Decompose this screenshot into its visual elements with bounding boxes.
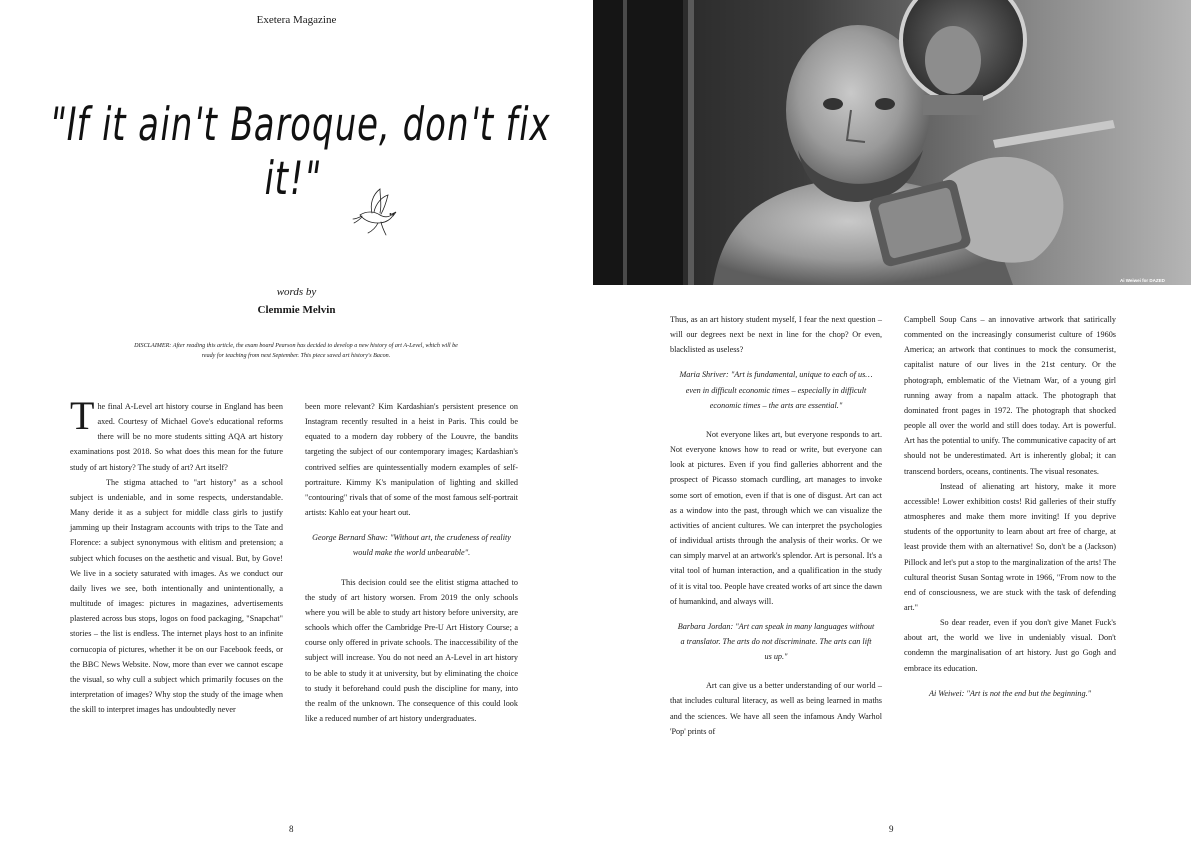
paragraph: The stigma attached to "art history" as a school subject is undeniable, and in some respects, understandable. Many deride it as a subject for middle class girls to justify jamming up their Instagram accounts with trips to the Tate and Florence: a subject synonymous with elitism and pretension; a subject which focuses on the aesthetic and visual. But, by Gove! We live in a society saturated with images. As we conduct our daily lives we see, both intentionally and unintentionally, a multitude of images: pictures in magazines, advertisements plastered across bus stops, logos on food packaging, "Snapchat" stories – the list is endless. The internet plays host to an infinite cornucopia of pictures, whether it be on our Facebook feeds, or the BBC News Website. Now, more than ever we cannot escape the visual, so why cull a subject which primarily focuses on the interpretation of images? Why stop the study of the image when the skill to interpret images has undoubtedly never bbox=[70, 477, 283, 715]
disclaimer: DISCLAIMER: After reading this article, the exam board Pearson has decided to develop a new history of art A-Level, which will be ready for teaching from next September. This piece saved art history's Bacon. bbox=[134, 343, 458, 359]
paragraph: This decision could see the elitist stigma attached to the study of art history worsen. From 2019 the only schools where you will be able to study art history before university, are schools which offer the Cambridge Pre-U Art History Course; a course only offered in private schools. The inaccessibility of the subject will increase. You do not need an A-Level in art history to be able to study it at university, but by eliminating the choice to study it beforehand could push the discipline for many, into the realm of the unknown. The consequence of this could look like a reduced number of art history undergraduates. bbox=[305, 577, 518, 723]
left-column-1 bbox=[70, 393, 283, 717]
paragraph: The final A-Level art history course in England has been axed. Courtesy of Michael Gove's educational reforms there will be no more students sitting AQA art history examinations post 2018. So what does this mean for the future study of art history? The study of art? Art itself? bbox=[70, 393, 283, 472]
right-column-1 bbox=[670, 312, 882, 739]
paragraph: Art can give us a better understanding of our world – that includes cultural literacy, as well as being learned in maths and the sciences. We have all seen the infamous Andy Warhol 'Pop' prints of bbox=[670, 681, 882, 736]
byline-prefix: words by bbox=[276, 286, 317, 298]
left-page bbox=[0, 0, 593, 842]
photo-credit: Ai Weiwei for DAZED bbox=[1120, 278, 1165, 283]
drop-cap: T bbox=[70, 393, 95, 438]
right-column-2 bbox=[904, 312, 1116, 715]
paragraph: Instead of alienating art history, make it more accessible! Lower exhibition costs! Rid galleries of their stuffy atmospheres and make them more inviting! If you deprive students of the opportunity to learn about art free of charge, at least provide them with an alternative! So, don't be a (Jackson) Pillock and let's put a stop to the marginalization of the arts! The cultural theorist Susan Sontag wrote in 1966, "From now to the end of consciousness, we are stuck with the task of defending art." bbox=[904, 481, 1116, 612]
paragraph: Not everyone likes art, but everyone responds to art. Not everyone knows how to read or write, but everyone can look at pictures. Even if you find galleries abhorrent and the prospect of Picasso stomach curdling, art manages to invoke some sort of emotion, even if that is one of disgust. Art can act as a window into the past, through which we can visualize the activities of ancient cultures. We can interpret the psychologies of individual artists through the analysis of their works. Or we can simply marvel at an artwork's splendor. Art is personal. It's a vital tool of human interaction, and a qualification in the study of it is vital too. People have created works of art since the dawn of humankind, and always will. bbox=[670, 429, 882, 606]
pull-quote: Barbara Jordan: "Art can speak in many languages without a translator. The arts do not discriminate. The arts can lift us up." bbox=[677, 621, 875, 662]
article-headline: "If it ain't Baroque, don't fix it!" bbox=[45, 98, 555, 206]
paragraph: So dear reader, even if you don't give Manet Fuck's about art, the world we live in undeniably visual. Don't condemn the marginalisation of art history. Just go Gogh and embrace its education. bbox=[904, 618, 1116, 673]
page-number-left: 8 bbox=[289, 824, 294, 834]
pull-quote: Maria Shriver: "Art is fundamental, unique to each of us…even in difficult economic times – especially in difficult economic times – the arts are essential." bbox=[679, 370, 873, 410]
page-number-right: 9 bbox=[889, 824, 894, 834]
paragraph: been more relevant? Kim Kardashian's persistent presence on Instagram recently resulted in a heist in Paris. This could be equated to a modern day robbery of the Louvre, the bandits targeting the subject of our contemporary images; Kardashian's contrived selfies are quintessentially modern examples of self-portraiture. Kimmy K's manipulation of lighting and skilled "contouring" rivals that of some of the most famous self-portrait artists: Kahlo eat your heart out. bbox=[305, 402, 518, 518]
header-photo bbox=[593, 0, 1191, 285]
left-column-2 bbox=[305, 399, 518, 726]
paragraph: Campbell Soup Cans – an innovative artwork that satirically commented on the increasingly consumerist culture of 1960s America; an artwork that continues to mock the consumerist, capitalist nature of our lives in the 21st century. Or the photograph, emblematic of the Vietnam War, of a young girl running away from a napalm attack. The photograph that dominated front pages in 1972. The photograph that shocked people all over the world and still does today. Art is powerful. Art has the potential to unify. The communicative capacity of art should not be underestimated. Art is inherently global; it can transcend borders, oceans, continents. The visual resonates. bbox=[904, 315, 1116, 476]
author-name: Clemmie Melvin bbox=[257, 304, 336, 316]
paragraph: Thus, as an art history student myself, I fear the next question – will our degrees next be next in line for the chop? Or even, blacklisted as useless? bbox=[670, 315, 882, 355]
dove-illustration bbox=[352, 185, 398, 237]
magazine-name: Exetera Magazine bbox=[256, 14, 337, 26]
pull-quote: George Bernard Shaw: "Without art, the crudeness of reality would make the world unbearable". bbox=[312, 533, 511, 558]
pull-quote: Ai Weiwei: "Art is not the end but the beginning." bbox=[928, 688, 1092, 698]
